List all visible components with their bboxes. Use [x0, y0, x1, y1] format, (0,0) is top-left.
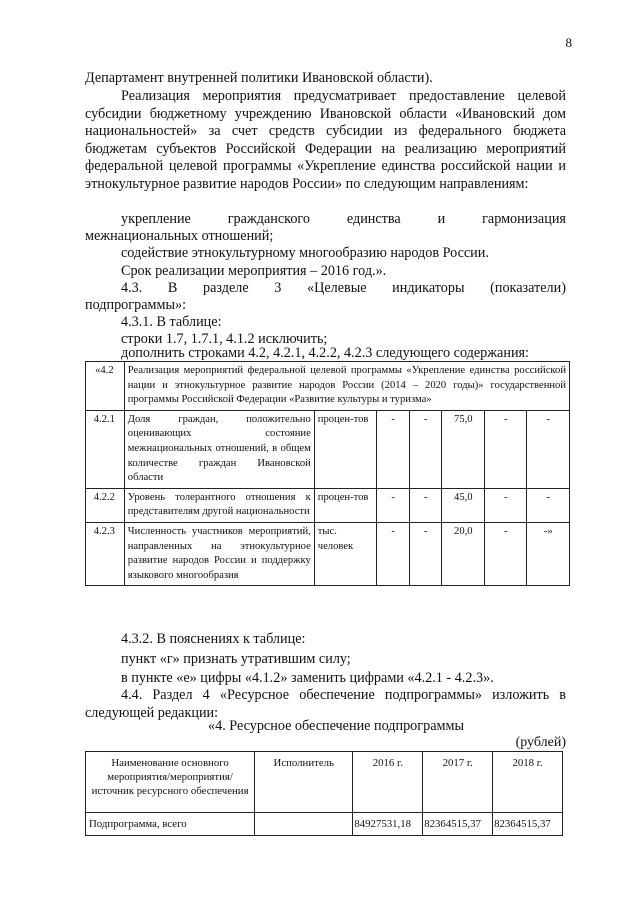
table-row	[86, 522, 570, 585]
direction-1-word: и	[437, 211, 446, 227]
rows-exclude: строки 1.7, 1.7.1, 4.1.2 исключить;	[121, 331, 328, 347]
direction-1-word: гражданского	[227, 211, 310, 227]
item-e: в пункте «е» цифры «4.1.2» заменить цифрами «4.2.1 - 4.2.3».	[121, 670, 494, 686]
section-4-3-1: 4.3.1. В таблице:	[121, 314, 222, 330]
amount-2018: 82364515,37	[493, 813, 563, 836]
row-executor	[255, 813, 353, 836]
indicator-value: 45,0	[442, 488, 485, 522]
row-title: Реализация мероприятий федеральной целевой программы «Укрепление единства российской нации и этнокультурное развитие народов России (2014 – 2020 годы)» государственной программы Российской Федерации «Развитие культуры и туризма»	[124, 362, 569, 411]
section-4-3-2: 4.3.2. В пояснениях к таблице:	[121, 631, 306, 647]
indicator-value: -	[485, 522, 527, 585]
section-4-3-word: «Целевые	[306, 280, 367, 296]
section-4-3-word: В	[167, 280, 178, 296]
resource-section-title: «4. Ресурсное обеспечение подпрограммы	[208, 718, 464, 734]
section-4-4: 4.4. Раздел 4 «Ресурсное обеспечение подпрограммы» изложить в следующей редакции:	[85, 687, 566, 721]
indicator-value: -	[527, 410, 570, 488]
direction-1-word: укрепление	[121, 211, 191, 227]
indicator-name: Уровень толерантного отношения к представителям другой национальности	[124, 488, 314, 522]
direction-2: содействие этнокультурному многообразию народов России.	[121, 245, 489, 261]
text-line-department: Департамент внутренней политики Ивановской области).	[85, 70, 433, 86]
indicator-value: -»	[527, 522, 570, 585]
indicator-value: -	[485, 488, 527, 522]
table-row	[86, 362, 570, 411]
table-row	[86, 488, 570, 522]
page-number: 8	[565, 35, 572, 50]
section-4-3-word: индикаторы	[392, 280, 465, 296]
indicators-table	[85, 361, 570, 586]
indicator-value: -	[409, 522, 442, 585]
table-header-row	[86, 752, 563, 813]
section-4-3-word: разделе	[203, 280, 249, 296]
indicator-unit: тыс. человек	[314, 522, 377, 585]
row-number: 4.2.2	[86, 488, 125, 522]
paragraph-subsidy: Реализация мероприятия предусматривает предоставление целевой субсидии бюджетному учреждению Ивановской области «Ивановский дом национальностей» за счет средств субсидии из федерального бюджета бюджетам субъектов Российской Федерации на реализацию мероприятий федеральной целевой программы «Укрепление единства российской нации и этнокультурное развитие народов России» по следующим направлениям:	[85, 88, 566, 192]
header-cell: 2017 г.	[423, 752, 493, 813]
indicator-value: 20,0	[442, 522, 485, 585]
amount-2017: 82364515,37	[423, 813, 493, 836]
row-number: «4.2	[86, 362, 125, 411]
indicator-value: -	[409, 410, 442, 488]
implementation-term: Срок реализации мероприятия – 2016 год.».	[121, 263, 387, 279]
currency-unit: (рублей)	[515, 735, 566, 750]
table-row	[86, 410, 570, 488]
section-4-3-word: 4.3.	[121, 280, 143, 296]
section-4-3-heading	[121, 280, 566, 298]
header-cell: 2016 г.	[353, 752, 423, 813]
section-4-3-continuation: подпрограммы»:	[85, 297, 187, 313]
row-name: Подпрограмма, всего	[86, 813, 255, 836]
header-cell: Исполнитель	[255, 752, 353, 813]
indicator-value: -	[377, 488, 410, 522]
indicator-name: Доля граждан, положительно оценивающих состояние межнациональных отношений, в общем количестве граждан Ивановской области	[124, 410, 314, 488]
direction-1-word: единства	[346, 211, 401, 227]
header-cell: Наименование основного мероприятия/мероприятия/ источник ресурсного обеспечения	[86, 752, 255, 813]
indicator-unit: процен-тов	[314, 410, 377, 488]
indicator-unit: процен-тов	[314, 488, 377, 522]
direction-1	[121, 211, 566, 229]
item-g: пункт «г» признать утратившим силу;	[121, 651, 351, 667]
resource-table	[85, 751, 563, 836]
header-cell: 2018 г.	[493, 752, 563, 813]
section-4-3-word: 3	[274, 280, 282, 296]
rows-add: дополнить строками 4.2, 4.2.1, 4.2.2, 4.2.3 следующего содержания:	[121, 345, 530, 361]
indicator-value: -	[377, 522, 410, 585]
direction-1-continuation: межнациональных отношений;	[85, 228, 274, 244]
indicator-value: -	[527, 488, 570, 522]
table-row	[86, 813, 563, 836]
indicator-value: -	[409, 488, 442, 522]
indicator-value: 75,0	[442, 410, 485, 488]
section-4-3-word: (показатели)	[490, 280, 566, 296]
direction-1-word: гармонизация	[482, 211, 566, 227]
amount-2016: 84927531,18	[353, 813, 423, 836]
indicator-value: -	[485, 410, 527, 488]
indicator-name: Численность участников мероприятий, направленных на этнокультурное развитие народов России и поддержку языкового многообразия	[124, 522, 314, 585]
row-number: 4.2.1	[86, 410, 125, 488]
indicator-value: -	[377, 410, 410, 488]
row-number: 4.2.3	[86, 522, 125, 585]
